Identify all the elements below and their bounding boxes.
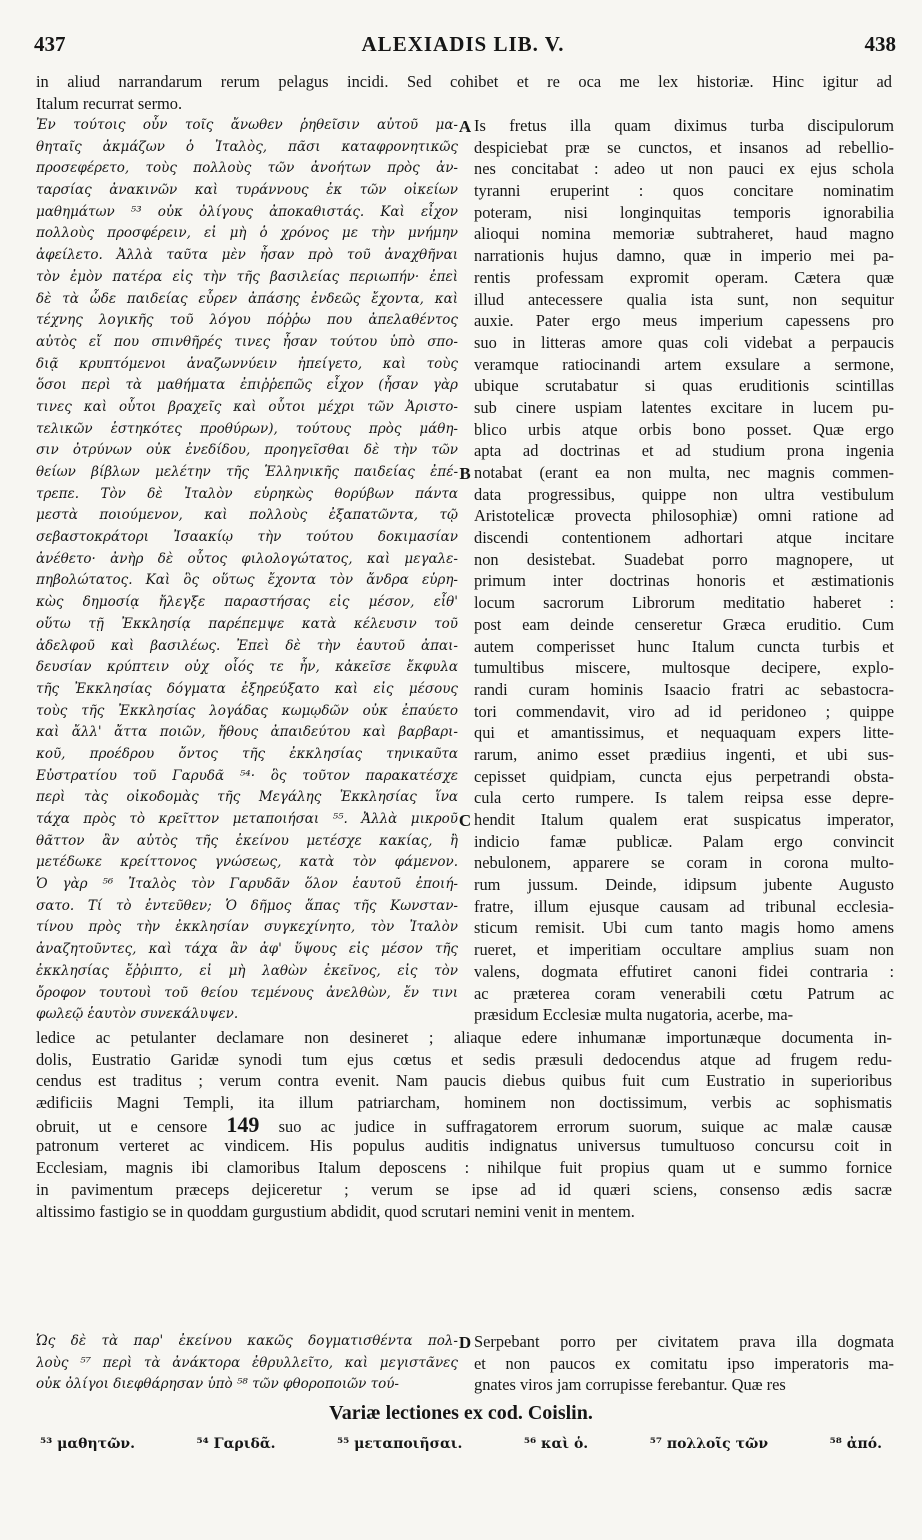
margin-letter-d: D	[458, 1333, 472, 1352]
latin-text-line: et non paucos ex comitatu ipso imperatoris ma-	[474, 1353, 894, 1373]
text-line: in aliud narrandarum rerum pelagus incidi. Sed cohibet et re oca me lex historiæ. Hinc igitur ad	[36, 72, 892, 91]
latin-text-line: locum sacrorum Librorum meditatio haberet :	[474, 593, 894, 613]
latin-text-line: alioqui nomina memoriæ subtraheret, haud magno	[474, 224, 894, 244]
latin-text-line: tyranni eruperint : quos concitare nominatim	[474, 181, 894, 201]
latin-text-line: discendi contentionem adhortari atque incitare	[474, 528, 894, 548]
greek-text-line: τὸν ἐμὸν πατέρα εἰς τὴν τῆς βασιλείας περιωπήν· ἐπεὶ	[36, 268, 458, 285]
latin-text-line: nebulonem, apparere se coram in corona multo-	[474, 853, 894, 873]
greek-text-line: ἀδελφοῦ καὶ βασιλέως. Ἐπεὶ δὲ τὴν ἑαυτοῦ ἀπαι-	[36, 637, 458, 654]
latin-text-line: primum inter doctrinas honoris et æstimationis	[474, 571, 894, 591]
greek-text-line: ὄροφον τουτουὶ τοῦ θείου τεμένους ἀνελθὼν, ἔν τινι	[36, 984, 458, 1001]
intro-paragraph	[36, 71, 892, 114]
text-line: altissimo fastigio se in quoddam gurgustium abdidit, quod scrutari nemini venit in mentem.	[36, 1201, 635, 1221]
greek-text-line: μετέδωκε κρείττονος γνώσεως, κατὰ τὸν φάμενον.	[36, 854, 458, 871]
page-header	[30, 32, 896, 62]
greek-text-line: θᾶττον ἂν αὐτὸς τῆς ἐκείνου μετέσχε κακίας, ἢ	[36, 832, 458, 849]
latin-text-line: valens, dogmata effutiret canoni fidei contraria :	[474, 961, 894, 981]
latin-text-line: tori commendavit, viro ad id peridoneo ; quippe	[474, 701, 894, 721]
text-segment: obruit, ut e censore	[36, 1116, 208, 1136]
variant-reading: ⁵⁸ ἀπό.	[829, 1436, 882, 1452]
greek-text-line: τέχνης λογικῆς τοῦ λόγου πόῤῥω που ἀπελαθέντος	[36, 312, 458, 329]
greek-column	[36, 115, 458, 1026]
latin-text-line: hendit Italum qualem erat suspicatus imperator,	[474, 810, 894, 829]
greek-text-line: πηβολώτατος. Καὶ ὃς οὕτως ἔχοντα τὸν ἄνδρα εὑρη-	[36, 572, 458, 589]
text-line: patronum verteret ac vindicem. His populus auditis indignatus universus tumultuoso concursu coit in	[36, 1136, 892, 1156]
greek-text-line: Εὐστρατίου τοῦ Γαρυδᾶ ⁵⁴· ὃς τοῦτον παρακατέσχε	[36, 767, 458, 784]
greek-text-line: περὶ τὰς οἰκοδομὰς τῆς Μεγάλης Ἐκκλησίας ἵνα	[36, 789, 458, 806]
latin-text-line: Aristotelicæ provecta philosophiæ) omni ratione ad	[474, 506, 894, 526]
greek-text-line: πολλοὺς προσφέρειν, εἰ μὴ ὁ χρόνος με τὴν μνήμην	[36, 225, 458, 242]
greek-text-line: οὕτω τῇ Ἐκκλησίᾳ παρέπεμψε κατὰ κέλευσιν τοῦ	[36, 615, 458, 632]
variant-readings	[40, 1436, 882, 1462]
latin-text-line: qui et amantissimus, et nequaquam expers litte-	[474, 723, 894, 743]
variant-reading: ⁵⁴ Γαριδᾶ.	[196, 1436, 276, 1452]
greek-text-line: καὶ ἄλλ' ἄττα ποιῶν, ἤθους ἀπαιδεύτου καὶ βαρβαρι-	[36, 724, 458, 741]
variant-reading: ⁵⁵ μεταποιῆσαι.	[337, 1436, 463, 1452]
latin-text-line: randi curam hominis Isaacio fratri ac sebastocra-	[474, 679, 894, 699]
latin-text-line: sub cinere uspiam latentes excitare in lucem pu-	[474, 397, 894, 417]
latin-text-line: gnates viros jam corrupisse ferebantur. Quæ res	[474, 1375, 786, 1395]
latin-text-line: nes concitabat : adeo ut non pauci ex ejus schola	[474, 159, 894, 179]
greek-text-line: τρεπε. Τὸν δὲ Ἰταλὸν εὑρηκὼς θορύβων πάντα	[36, 485, 458, 502]
greek-text-line: σιν ὀτρύνων οὐκ ἐνεδίδου, προηγεῖσθαι δὲ τὴν τῶν	[36, 442, 458, 459]
latin-text-line: data progressibus, quippe non ultra vestibulum	[474, 484, 894, 504]
greek-text-line: τῆς Ἐκκλησίας δόγματα ἐξηρεύξατο καὶ εἰς μέσους	[36, 680, 458, 697]
full-width-paragraph	[36, 1027, 892, 1222]
text-line: ledice ac petulanter declamare non desineret ; aliaque edere inhumanæ importunæque documenta in-	[36, 1028, 892, 1047]
greek-text-line: μαθημάτων ⁵³ οὐκ ὀλίγους ἀποκαθιστάς. Καὶ εἶχον	[36, 203, 458, 220]
greek-text-line: λοὺς ⁵⁷ περὶ τὰ ἀνάκτορα ἐθρυλλεῖτο, καὶ μεγιστᾶνες	[36, 1354, 458, 1371]
greek-text-line: Ὁ γὰρ ⁵⁶ Ἰταλὸς τὸν Γαρυδᾶν ὅλον ἑαυτοῦ ἐποιή-	[36, 876, 458, 893]
greek-text-line: διᾷ κρυπτόμενοι ἀναζωννύειν ἠπείγετο, καὶ τοὺς	[36, 355, 458, 372]
latin-text-line: rueret, et imperitiam occultare amplius suam non	[474, 940, 894, 960]
text-line: Italum recurrat sermo.	[36, 93, 183, 113]
margin-letter-b: B	[459, 464, 471, 483]
latin-text-line: non desistebat. Suadebat porro magnopere, ut	[474, 549, 894, 569]
greek-text-line: μεστὰ ποιούμενον, καὶ πολλοὺς ἐξαπατῶντα, τῷ	[36, 507, 458, 524]
variant-readings-title: Variæ lectiones ex cod. Coislin.	[329, 1402, 593, 1424]
greek-text-line: ταρσίας ἀνακινῶν καὶ τυράννους ἐκ τῶν οἰκείων	[36, 182, 458, 199]
latin-text-line: rarum, animo esset prædiius ingenti, et ubi sus-	[474, 744, 894, 764]
greek-text-line: προσεφέρετο, τοὺς πολλοὺς τῶν ἀνοήτων πρὸς ἀν-	[36, 160, 458, 177]
greek-text-line: ἀναζητοῦντες, καὶ τάχα ἂν ἀφ' ὕψους εἰς μέσον τῆς	[36, 941, 458, 958]
latin-text-line: illud antecessere qualia ista sunt, non sequitur	[474, 289, 894, 309]
greek-text-line: σατο. Τί τὸ ἐντεῦθεν; Ὁ δῆμος ἅπας τῆς Κωνσταν-	[36, 897, 458, 914]
margin-letter-a: A	[458, 117, 472, 136]
greek-text-line: δὲ τὰ ὧδε παιδείας εὗρεν ἀπάσης ἐνδεῶς ἔχοντα, καὶ	[36, 290, 458, 307]
greek-text-line: σεβαστοκράτορι Ἰσαακίῳ τὴν τούτου δοκιμασίαν	[36, 529, 458, 546]
latin-text-line: despiciebat præ se cunctos, et insanos ad rebellio-	[474, 137, 894, 157]
text-line: in pavimentum præceps dejiceretur ; verum se ipse ad id quæri sciens, consenso ædis sacræ	[36, 1179, 892, 1199]
latin-text-line: post eam deinde censeretur Græca eruditio. Cum	[474, 614, 894, 634]
latin-text-line: notabat (erant ea non multa, nec magnis commen-	[474, 463, 894, 482]
running-title: ALEXIADIS LIB. V.	[361, 32, 565, 56]
greek-text-line: ὅσοι περὶ τὰ μαθήματα ἐπιῤῥεπῶς εἶχον (ἦσαν γὰρ	[36, 377, 458, 394]
latin-text-line: tumultibus miscere, multosque decipere, explo-	[474, 658, 894, 678]
text-line: cendus est traditus ; verum contra evenit. Nam paucis diebus quibus fuit cum Eustratio in superioribus	[36, 1071, 892, 1091]
variant-reading: ⁵⁶ καὶ ὁ.	[523, 1436, 589, 1452]
greek-text-line: ἐκκλησίας ἔῤῥιπτο, εἰ μὴ λαθὼν ἐκεῖνος, εἰς τὸν	[36, 962, 458, 979]
latin-text-line: suo in litteras amore quas coli videbat a perpaucis	[474, 332, 894, 352]
latin-text-line: rum jussum. Deinde, idipsum jubente Augusto	[474, 875, 894, 895]
latin-text-line: blico urbis atque orbis bono posset. Quæ ergo	[474, 419, 894, 439]
latin-text-line: sticum remisit. Ubi cum tanto magis homo amens	[474, 918, 894, 938]
greek-text-line: θείων βίβλων μελέτην τῆς Ἑλληνικῆς παιδείας ἐπέ-	[36, 464, 458, 480]
greek-text-line: τοὺς τῆς Ἐκκλησίας λογάδας κωμῳδῶν οὐκ ἐπαύετο	[36, 702, 458, 719]
text-line: dolis, Eustratio Garidæ synodi tum ejus cœtus et sedis præsuli dedocendus atque ad frugem redu-	[36, 1049, 892, 1069]
latin-column-bottom	[474, 1331, 894, 1396]
greek-text-line: κοῦ, προέδρου ὄντος τῆς ἐκκλησίας τηνικαῦτα	[36, 745, 458, 762]
variant-reading: ⁵³ μαθητῶν.	[40, 1436, 136, 1452]
column-number-marker: 149	[226, 1113, 260, 1136]
greek-text-line: Ἐν τούτοις οὖν τοῖς ἄνωθεν ῥηθεῖσιν αὐτοῦ μα-	[36, 117, 458, 133]
latin-column	[474, 115, 894, 1026]
greek-text-line: τελικῶν ἑστηκότες προθύρων), τούτους πρὸς μάθη-	[36, 420, 458, 437]
latin-text-line: præsidum Ecclesiæ multa nugatoria, acerbe, ma-	[474, 1005, 794, 1025]
latin-text-line: autem comperisset hunc Italum cuncta turbis et	[474, 636, 894, 656]
text-line: Ecclesiam, magnis ibi clamoribus Italum deposcens : nihilque fuit propius quam ut e summo fornice	[36, 1158, 892, 1178]
latin-text-line: Is fretus illa quam diximus turba discipulorum	[474, 116, 894, 135]
greek-text-line: δευσίαν κρύπτειν οὐχ οἷός τε ἦν, κἀκεῖσε ἔκφυλα	[36, 659, 458, 676]
greek-text-line: ἀφείλετο. Ἀλλὰ ταῦτα μὲν ἦσαν πρὸ τοῦ ἀναχθῆναι	[36, 247, 458, 264]
text-segment: suo ac judice in suffragatorem errorum suorum, suique ac malæ causæ	[278, 1116, 892, 1136]
greek-text-line: αὐτὸς εἴ που σπινθῆρές τινες ἦσαν τούτου ὑπὸ σπο-	[36, 333, 458, 350]
page-number-left: 437	[34, 32, 66, 56]
latin-text-line: auxie. Pater ergo meus imperium capessens pro	[474, 311, 894, 331]
latin-text-line: poteram, nisi longinquitas temporis ignorabilia	[474, 202, 894, 222]
latin-text-line: narrationis hujus damno, quæ in imperio mei pa-	[474, 246, 894, 266]
latin-text-line: ac præterea coram venerabili cœtu Patrum ac	[474, 983, 894, 1003]
text-line: ædificiis Magni Templi, ita illum patriarcham, hominem non doctissimum, verbis ac sophismatis	[36, 1093, 892, 1113]
latin-text-line: cepisset quidpiam, cuncta ejus perpetrandi obsta-	[474, 766, 894, 786]
greek-text-line: τινες καὶ οὗτοι βραχεῖς καὶ οὗτοι μέχρι τῶν Ἀριστο-	[36, 398, 458, 415]
greek-text-line: ἀνέθετο· ἀνὴρ δὲ οὗτος φιλολογώτατος, καὶ μεγαλε-	[36, 550, 458, 567]
greek-text-line: Ὡς δὲ τὰ παρ' ἐκείνου κακῶς δογματισθέντα πολ-	[36, 1333, 458, 1349]
margin-letter-c: C	[458, 811, 472, 830]
latin-text-line: Serpebant porro per civitatem prava illa dogmata	[474, 1332, 894, 1351]
greek-text-line: οὐκ ὀλίγοι διεφθάρησαν ὑπὸ ⁵⁸ τῶν φθοροποιῶν τού-	[36, 1376, 399, 1393]
page-number-right: 438	[864, 32, 896, 56]
latin-text-line: veramque ratiocinandi artem exsulare a sermone,	[474, 354, 894, 374]
text-line	[36, 1114, 892, 1136]
variant-reading: ⁵⁷ πολλοῖς τῶν	[649, 1436, 769, 1452]
latin-text-line: ubique scrutabatur si quas eruditionis scintillas	[474, 376, 894, 396]
latin-text-line: indicio famæ publicæ. Palam ergo convincit	[474, 831, 894, 851]
latin-text-line: rentis professam expromit operam. Cætera quæ	[474, 267, 894, 287]
greek-text-line: φωλεῷ ἑαυτὸν συνεκάλυψεν.	[36, 1006, 239, 1023]
greek-column-bottom	[36, 1331, 458, 1396]
greek-text-line: τίνου πρὸς τὴν ἐκκλησίαν συγκεχίνητο, τὸν Ἰταλὸν	[36, 919, 458, 936]
latin-text-line: cula certo rumpere. Is talem reipsa esse depre-	[474, 788, 894, 808]
greek-text-line: τάχα πρὸς τὸ κρεῖττον μεταποιήσαι ⁵⁵. Ἀλλὰ μικροῦ	[36, 811, 458, 827]
greek-text-line: θηταῖς ἀκμάζων ὁ Ἰταλὸς, πᾶσι καταφρονητικῶς	[36, 138, 458, 155]
greek-text-line: κὼς δημοσίᾳ ἤλεγξε παραστήσας εἰς μέσον, εἶθ'	[36, 594, 458, 611]
latin-text-line: apta ad doctrinas et ad studium prona ingenia	[474, 441, 894, 461]
latin-text-line: fratre, illum ejusque causam ad tribunal ecclesia-	[474, 896, 894, 916]
